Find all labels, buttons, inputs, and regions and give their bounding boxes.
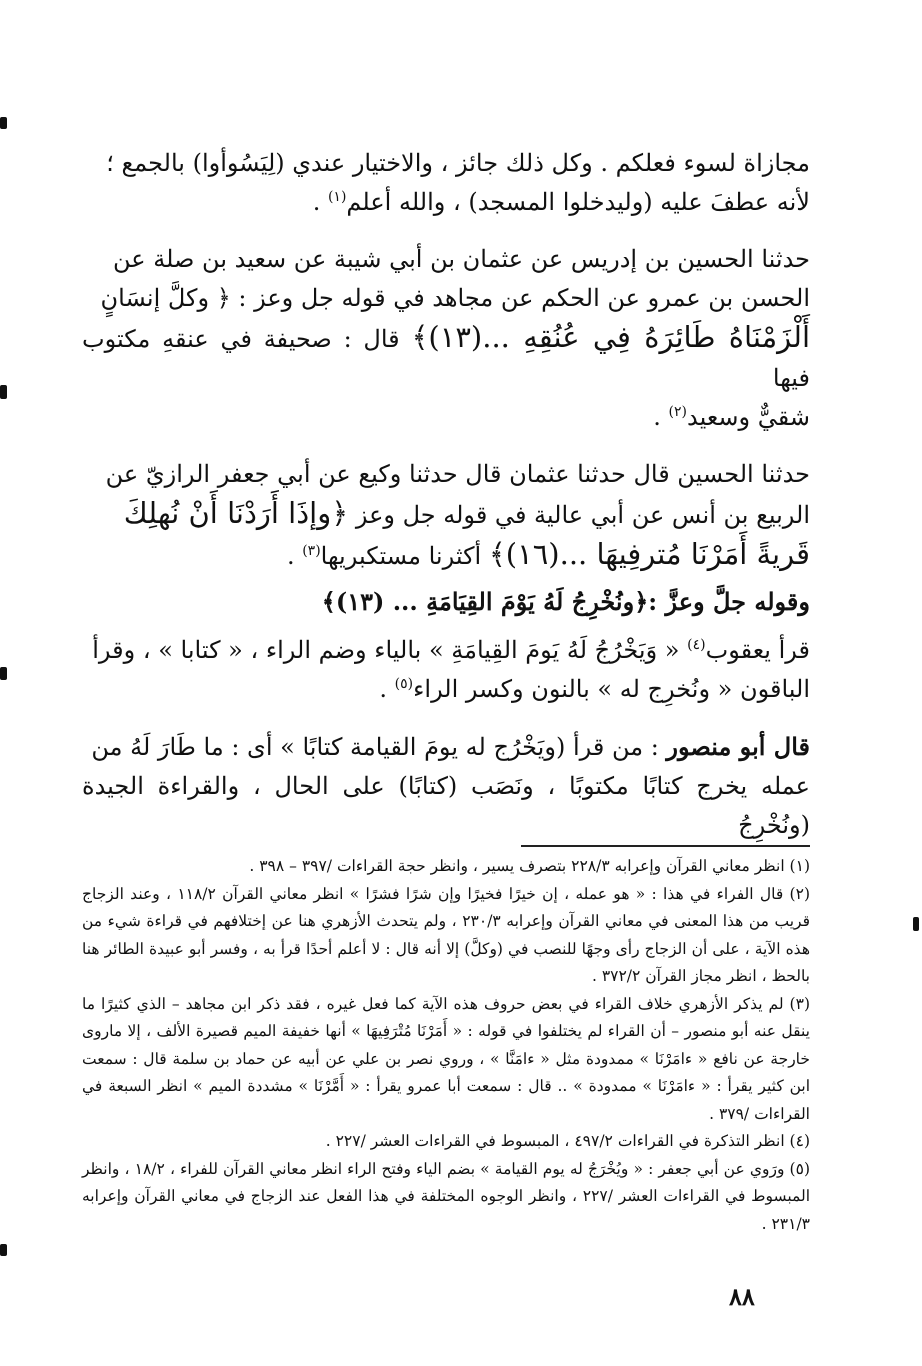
paragraph [82, 240, 810, 437]
text-line: . [379, 675, 395, 703]
scan-edge-mark [913, 917, 919, 931]
footnote-ref: (٢) [668, 404, 687, 420]
section-heading: وقوله جلَّ وعزَّ :﴿ونُخْرِجُ لَهُ يَوْمَ القِيَامَةِ ... (١٣)﴾ [321, 587, 810, 616]
scan-edge-mark [0, 1244, 7, 1256]
footnote: (٣) لم يذكر الأزهري خلاف القراء في بعض حروف هذه الآية كما فعل غيره ، فقد ذكر ابن مجاهد – الذي كثيرًا ما ينقل عنه أبو منصور – أن القراء لم يختلفوا في قوله : « أَمَرْنَا مُتْرَفِيهَا » أنها خفيفة الميم قصيرة الألف ، إلا ماروى خارجة عن نافع « ءامَرْنَا » ممدودة مثل « ءامَنَّا » ، وروي نصر بن علي عن أبيه عن حماد بن سلمة قال : سمعت ابن كثير يقرأ : « ءامَرْنَا » ممدودة » .. قال : سمعت أبا عمرو يقرأ : « أَمَّرْنَا » مشددة الميم » انظر السبعة في القراءات /٣٧٩ . [82, 994, 810, 1123]
text-line: عمله يخرج كتابًا مكتوبًا ، ونَصَب (كتابًا) على الحال ، والقراءة الجيدة (ونُخْرِجُ [82, 772, 810, 839]
quran-quote: أَلْزَمْنَاهُ طَائِرَهُ فِي عُنُقِهِ ...(١٣)﴾ [411, 320, 811, 354]
text-line: مجازاة لسوء فعلكم . وكل ذلك جائز ، والاختيار عندي (لِيَسُوأوا) بالجمع ؛ [106, 149, 810, 177]
footnotes [82, 853, 810, 1238]
scan-edge-mark [0, 385, 7, 399]
footnote-ref: (٥) [394, 676, 414, 692]
paragraph [82, 144, 810, 222]
footnote: (١) انظر معاني القرآن وإعرابه ٢٢٨/٣ بتصرف يسير ، وانظر حجة القراءات /٣٩٧ – ٣٩٨ . [249, 857, 810, 875]
text-line: شقيٌّ وسعيد [687, 403, 810, 431]
text-line: . [312, 188, 328, 216]
footnote-ref: (١) [327, 189, 347, 205]
quran-quote: قَريةً أَمَرْنَا مُترفِيهَا ...(١٦)﴾ [488, 537, 810, 571]
text-line: الربيع بن أنس عن أبي عالية في قوله جل وعز [348, 501, 810, 529]
text-line: حدثنا الحسين بن إدريس عن عثمان بن أبي شيبة عن سعيد بن صلة عن [113, 245, 810, 273]
text-line: قرأ يعقوب [705, 636, 810, 664]
text-line: الباقون « ونُخرِج له » بالنون وكسر الراء [413, 675, 810, 703]
text-line: . [286, 542, 303, 570]
paragraph [82, 727, 810, 845]
main-text [82, 144, 810, 845]
text-line: حدثنا الحسين قال حدثنا عثمان قال حدثنا وكيع عن أبي جعفر الرازيّ عن [105, 460, 810, 488]
text-line: لأنه عطفَ عليه (وليدخلوا المسجد) ، والله أعلم [346, 188, 810, 216]
page-number: ٨٨ [729, 1282, 755, 1311]
footnote-ref: (٣) [302, 543, 321, 559]
text-line: . [653, 403, 669, 431]
footnote: (٤) انظر التذكرة في القراءات ٤٩٧/٢ ، المبسوط في القراءات العشر /٢٢٧ . [325, 1132, 810, 1150]
footnote: (٢) قال الفراء في هذا : « هو عمله ، إن خيرًا فخيرًا وإن شرًا فشرًا » انظر معاني القرآن ١١٨/٢ ، وعند الزجاج قريب من هذا المعنى في معاني القرآن وإعرابه ٢٣٠/٣ ، ولم يتحدث الأزهري هنا عن إختلافهم في قراءة شيء من هذه الآية ، على أن الزجاج رأى وجهًا للنصب في (وكلَّ) إلا أنه قال : لا أعلم أحدًا قرأ به ، وفسر أبو عبيدة الطائر هنا بالحظ ، انظر مجاز القرآن ٣٧٢/٢ . [82, 884, 810, 985]
scan-edge-mark [0, 117, 7, 129]
quran-quote: ﴿وإذَا أَرَدْنَا أَنْ نُهلِكَ [123, 496, 349, 530]
text-line: أكثرنا مستكبريها [320, 542, 489, 570]
paragraph [82, 631, 810, 709]
author-lead: قال أبو منصور [666, 732, 810, 761]
text-line: الحسن بن عمرو عن الحكم عن مجاهد في قوله جل وعز : ﴿ وكلَّ إنسَانٍ [100, 284, 810, 312]
footnote: (٥) ورَوي عن أبي جعفر : « ويُخْرَجُ له يوم القيامة » بضم الياء وفتح الراء انظر معاني القرآن للفراء ، ١٨/٢ ، وانظر المبسوط في القراءات العشر /٢٢٧ ، وانظر الوجوه المختلفة في هذا الفعل عند الزجاج في معاني القرآن وإعرابه ٢٣١/٣ . [82, 1159, 810, 1233]
footnote-ref: (٤) [687, 637, 706, 653]
footnote-divider [521, 845, 810, 847]
text-line: قال : صحيفة في عنقهِ مكتوب فيها [82, 325, 810, 392]
text-line: « وَيَخْرُجُ لَهُ يَومَ القِيامَةِ » بالياء وضم الراء ، « كتابا » ، وقرأ [92, 636, 688, 664]
paragraph [82, 455, 810, 576]
scan-edge-mark [0, 667, 7, 680]
text-line: : من قرأ (ويَخْرُج له يومَ القيامة كتابًا » أى : ما طَارَ لَهُ من [91, 733, 667, 761]
